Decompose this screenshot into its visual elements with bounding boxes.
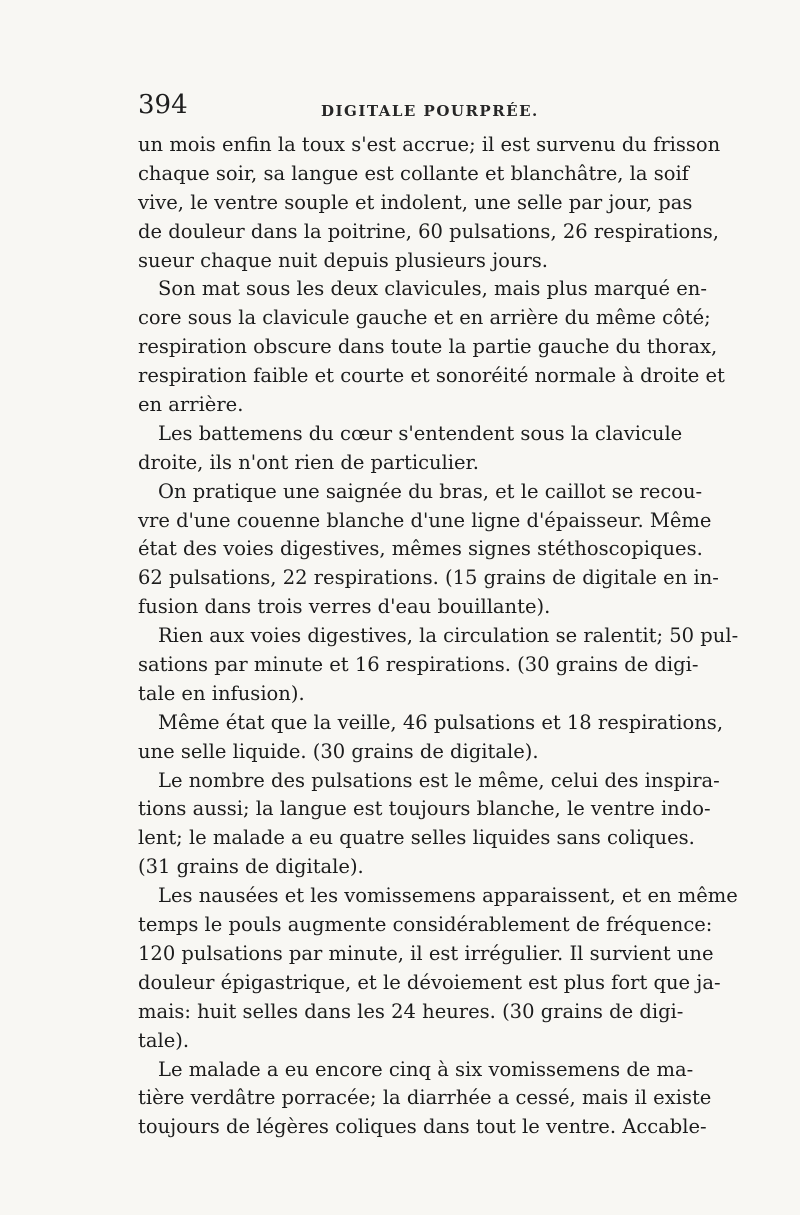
text-line: Les battemens du cœur s'entendent sous la clavicule (158, 421, 683, 445)
text-line: tale en infusion). (138, 681, 305, 705)
text-line: une selle liquide. (30 grains de digitale). (138, 739, 539, 763)
page-number: 394 (138, 90, 188, 120)
text-line: respiration faible et courte et sonoréité normale à droite et (138, 364, 725, 388)
text-line: fusion dans trois verres d'eau bouillante). (138, 595, 551, 619)
text-line: temps le pouls augmente considérablement de fréquence: (138, 913, 713, 937)
text-line: lent; le malade a eu quatre selles liquides sans coliques. (138, 826, 695, 850)
text-line: Même état que la veille, 46 pulsations et 18 respirations, (158, 710, 724, 734)
text-line: droite, ils n'ont rien de particulier. (138, 450, 479, 474)
text-line: de douleur dans la poitrine, 60 pulsations, 26 respirations, (138, 219, 719, 243)
text-line: vive, le ventre souple et indolent, une selle par jour, pas (138, 190, 693, 214)
text-line: 62 pulsations, 22 respirations. (15 grains de digitale en in- (138, 566, 719, 590)
running-title: DIGITALE POURPRÉE. (321, 102, 539, 120)
text-line: vre d'une couenne blanche d'une ligne d'épaisseur. Même (138, 508, 712, 532)
text-line: tière verdâtre porracée; la diarrhée a cessé, mais il existe (138, 1086, 712, 1110)
text-line: tions aussi; la langue est toujours blanche, le ventre indo- (138, 797, 711, 821)
page-header (138, 90, 672, 130)
text-line: Le malade a eu encore cinq à six vomissemens de ma- (158, 1057, 694, 1081)
text-line: Rien aux voies digestives, la circulation se ralentit; 50 pul- (158, 624, 739, 648)
text-line: sations par minute et 16 respirations. (30 grains de digi- (138, 653, 699, 677)
text-line: Son mat sous les deux clavicules, mais plus marqué en- (158, 277, 707, 301)
text-line: toujours de légères coliques dans tout le ventre. Accable- (138, 1115, 707, 1139)
text-line: un mois enfin la toux s'est accrue; il est survenu du frisson (138, 133, 721, 156)
text-line: état des voies digestives, mêmes signes stéthoscopiques. (138, 537, 703, 561)
text-line: On pratique une saignée du bras, et le caillot se recou- (158, 479, 703, 503)
text-line: tale). (138, 1028, 190, 1052)
text-line: Le nombre des pulsations est le même, celui des inspira- (158, 768, 720, 792)
text-line: mais: huit selles dans les 24 heures. (30 grains de digi- (138, 999, 684, 1023)
text-line: chaque soir, sa langue est collante et blanchâtre, la soif (138, 161, 689, 185)
text-line: core sous la clavicule gauche et en arrière du même côté; (138, 306, 711, 330)
text-line: 120 pulsations par minute, il est irrégulier. Il survient une (138, 941, 714, 965)
text-line: en arrière. (138, 393, 244, 417)
page-body-text (138, 131, 739, 1142)
text-line: respiration obscure dans toute la partie gauche du thorax, (138, 335, 718, 359)
text-line: (31 grains de digitale). (138, 855, 364, 879)
text-line: sueur chaque nuit depuis plusieurs jours. (138, 248, 548, 272)
text-line: douleur épigastrique, et le dévoiement est plus fort que ja- (138, 970, 721, 994)
text-line: Les nausées et les vomissemens apparaissent, et en même (158, 884, 738, 908)
